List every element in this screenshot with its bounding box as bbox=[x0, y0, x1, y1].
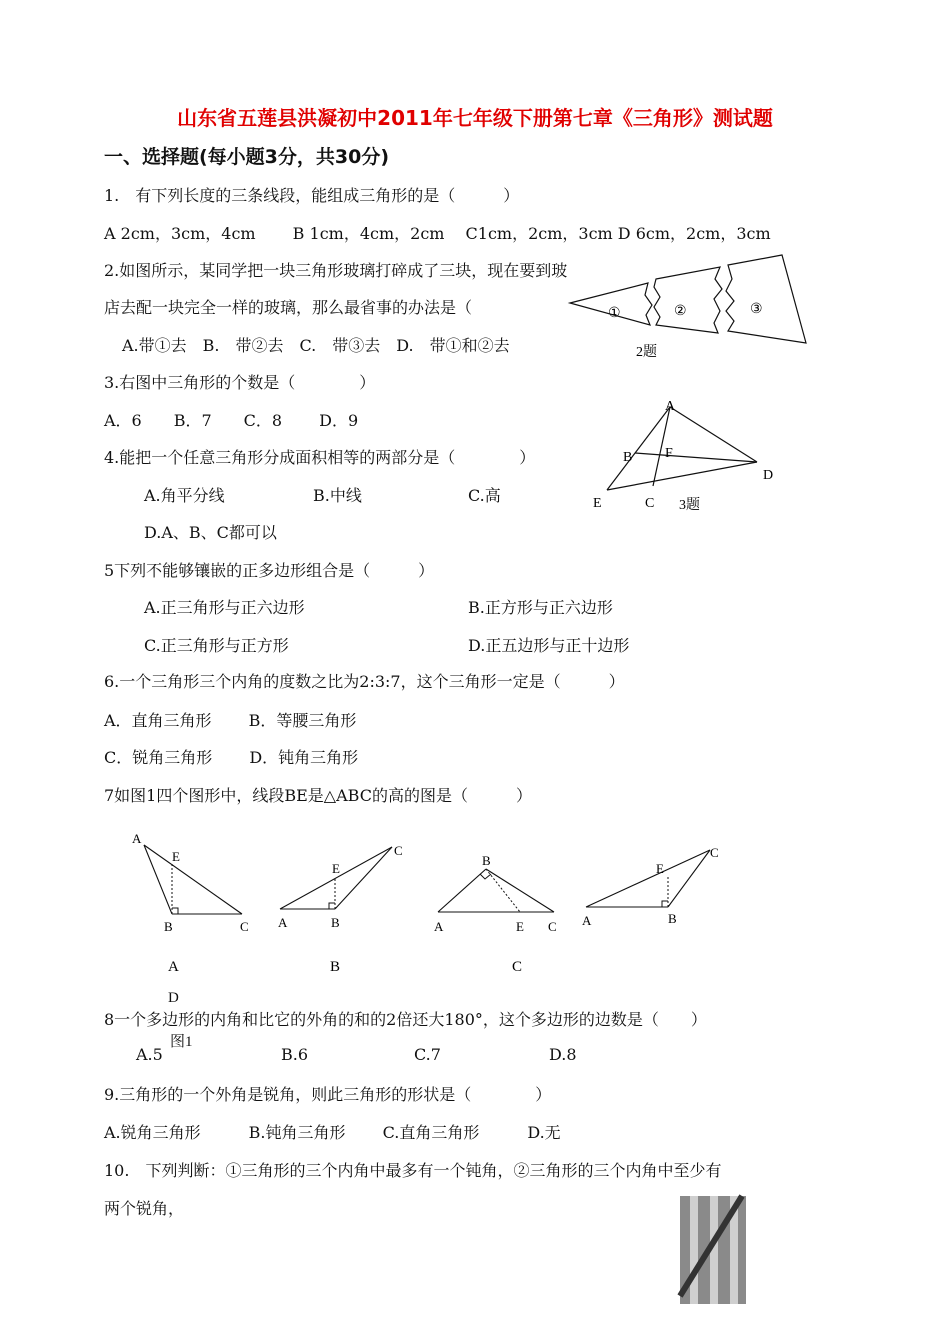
q10-stem-line1: 10. 下列判断：①三角形的三个内角中最多有一个钝角，②三角形的三个内角中至少有 bbox=[104, 1161, 722, 1180]
q1-stem: 1. 有下列长度的三条线段，能组成三角形的是（ ） bbox=[104, 186, 520, 205]
point-b: B bbox=[623, 450, 633, 465]
panel-c-point-e: E bbox=[516, 919, 524, 934]
fig7-caption: 图1 bbox=[170, 1034, 193, 1050]
q7-figure bbox=[120, 825, 740, 975]
panel-b-caption: B bbox=[330, 959, 341, 975]
q7-panel-b bbox=[278, 843, 403, 975]
q7-panel-d bbox=[582, 845, 719, 928]
stripes-figure bbox=[680, 1196, 746, 1304]
point-a: A bbox=[665, 399, 676, 414]
page-title: 山东省五莲县洪凝初中2011年七年级下册第七章《三角形》测试题 bbox=[177, 106, 773, 130]
fig2-caption: 2题 bbox=[636, 345, 657, 360]
q4-option-c: C.高 bbox=[468, 486, 501, 505]
panel-c-point-c: C bbox=[548, 919, 557, 934]
panel-b-point-c: C bbox=[394, 843, 403, 858]
panel-d-point-b: B bbox=[668, 911, 677, 926]
q5-option-c: C.正三角形与正方形 bbox=[144, 636, 289, 655]
q3-options: A．6 B．7 C．8 D．9 bbox=[104, 411, 359, 430]
panel-d-caption: D bbox=[168, 990, 179, 1006]
q7-panel-c bbox=[434, 853, 557, 975]
panel-a-point-e: E bbox=[172, 849, 180, 864]
q10-stem-line2: 两个锐角， bbox=[104, 1199, 185, 1218]
panel-a-point-a: A bbox=[132, 831, 142, 846]
panel-c-point-b: B bbox=[482, 853, 491, 868]
q2-stem-line2: 店去配一块完全一样的玻璃，那么最省事的办法是（ bbox=[104, 298, 473, 317]
point-f: F bbox=[665, 446, 673, 461]
q8-option-b: B.6 bbox=[281, 1045, 309, 1064]
point-e: E bbox=[593, 496, 602, 511]
piece-3-label: ③ bbox=[750, 302, 763, 317]
panel-a-point-b: B bbox=[164, 919, 173, 934]
q8-option-c: C.7 bbox=[414, 1045, 441, 1064]
piece-2-label: ② bbox=[674, 304, 687, 319]
q2-options: A.带①去 B. 带②去 C. 带③去 D. 带①和②去 bbox=[122, 336, 510, 355]
q3-stem: 3.右图中三角形的个数是（ ） bbox=[104, 373, 376, 392]
q5-option-d: D.正五边形与正十边形 bbox=[468, 636, 630, 655]
piece-1-label: ① bbox=[608, 306, 621, 321]
q9-options: A.锐角三角形 B.钝角三角形 C.直角三角形 D.无 bbox=[104, 1123, 561, 1142]
q5-stem: 5下列不能够镶嵌的正多边形组合是（ ） bbox=[104, 561, 435, 580]
panel-c-point-a: A bbox=[434, 919, 444, 934]
q4-option-b: B.中线 bbox=[313, 486, 362, 505]
panel-b-point-e: E bbox=[332, 861, 340, 876]
q6-options-cd: C．锐角三角形 D．钝角三角形 bbox=[104, 748, 359, 767]
q3-figure bbox=[585, 395, 785, 520]
point-d: D bbox=[763, 468, 774, 483]
panel-d-point-c: C bbox=[710, 845, 719, 860]
panel-d-point-e: E bbox=[656, 861, 664, 876]
q8-option-a: A.5 bbox=[136, 1045, 163, 1064]
q5-option-b: B.正方形与正六边形 bbox=[468, 598, 613, 617]
panel-a-caption: A bbox=[168, 959, 179, 975]
fig3-caption: 3题 bbox=[679, 498, 700, 513]
q8-option-d: D.8 bbox=[549, 1045, 577, 1064]
panel-c-caption: C bbox=[512, 959, 523, 975]
q4-option-a: A.角平分线 bbox=[144, 486, 225, 505]
q5-option-a: A.正三角形与正六边形 bbox=[144, 598, 305, 617]
panel-b-point-b: B bbox=[331, 915, 340, 930]
q6-options-ab: A．直角三角形 B．等腰三角形 bbox=[104, 711, 357, 730]
q2-stem-line1: 2.如图所示，某同学把一块三角形玻璃打碎成了三块，现在要到玻 bbox=[104, 261, 568, 280]
q9-stem: 9.三角形的一个外角是锐角，则此三角形的形状是（ ） bbox=[104, 1085, 552, 1104]
q6-stem: 6.一个三角形三个内角的度数之比为2:3:7，这个三角形一定是（ ） bbox=[104, 672, 625, 691]
panel-a-point-c: C bbox=[240, 919, 249, 934]
q7-panel-a bbox=[132, 831, 249, 975]
q8-stem: 8一个多边形的内角和比它的外角的和的2倍还大180°，这个多边形的边数是（ ） bbox=[104, 1010, 707, 1029]
q4-stem: 4.能把一个任意三角形分成面积相等的两部分是（ ） bbox=[104, 448, 536, 467]
panel-b-point-a: A bbox=[278, 915, 288, 930]
section-heading: 一、选择题(每小题3分，共30分) bbox=[104, 146, 390, 168]
q2-figure bbox=[560, 255, 820, 365]
q7-stem: 7如图1四个图形中，线段BE是△ABC的高的图是（ ） bbox=[104, 786, 532, 805]
point-c: C bbox=[645, 496, 655, 511]
panel-d-point-a: A bbox=[582, 913, 592, 928]
q1-options: A 2cm，3cm，4cm B 1cm，4cm，2cm C1cm，2cm，3cm D 6cm，2cm，3cm bbox=[104, 224, 771, 243]
q4-option-d: D.A、B、C都可以 bbox=[144, 523, 277, 542]
